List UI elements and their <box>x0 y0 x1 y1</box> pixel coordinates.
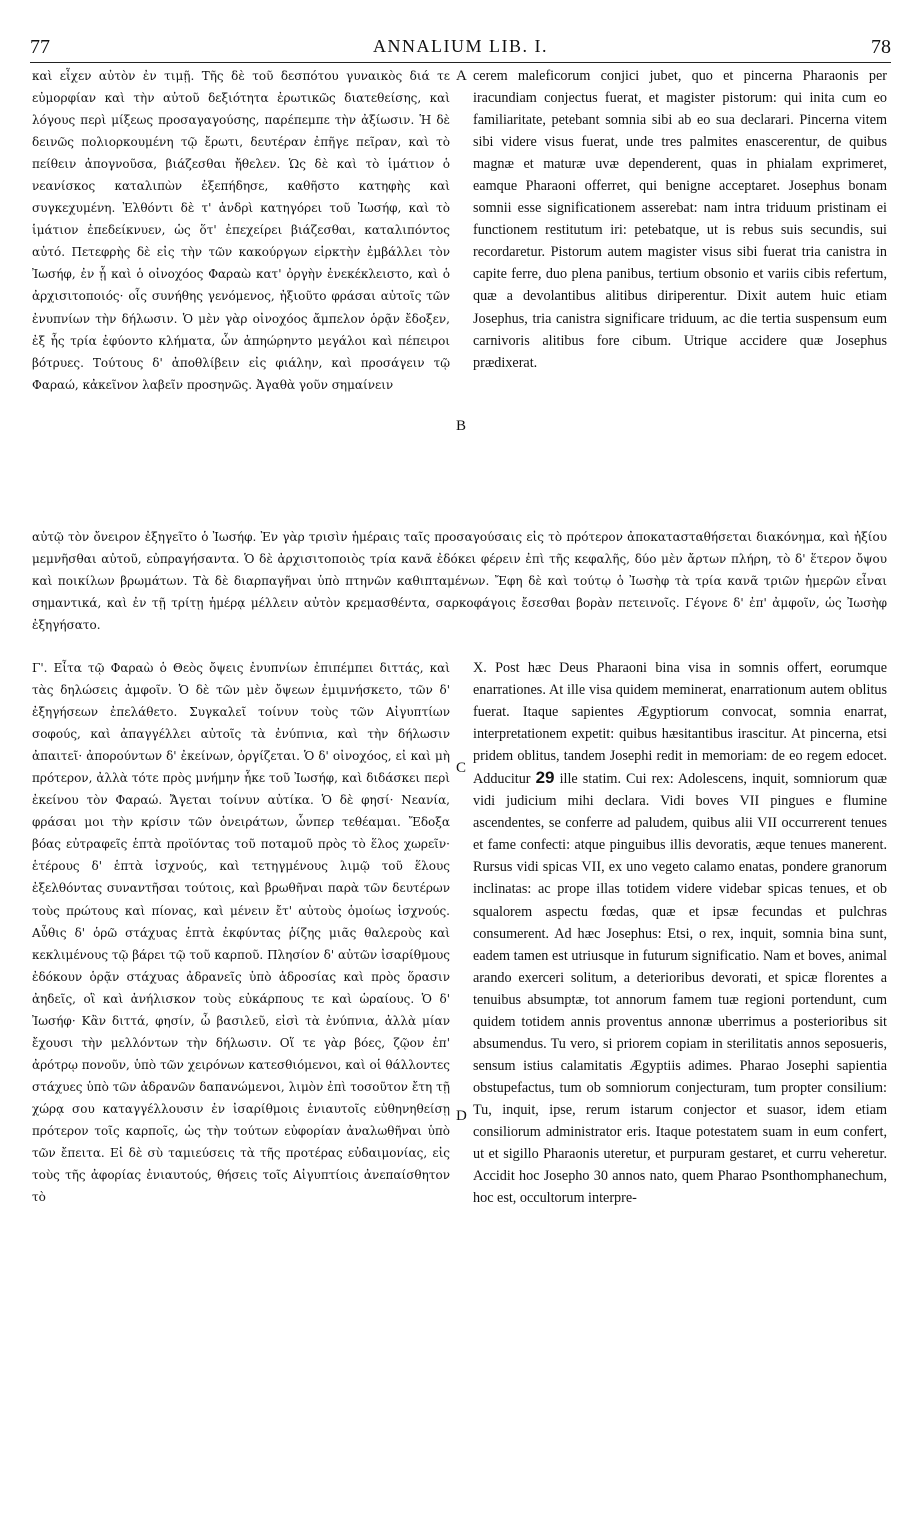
greek-column-top: καὶ εἶχεν αὐτὸν ἐν τιμῇ. Τῆς δὲ τοῦ δεσπότου γυναικὸς διά τε εὐμορφίαν καὶ τὴν αὐτοῦ δεξιότητα ἐρωτικῶς διατεθείσης, καὶ λόγους περὶ μίξεως προσαγαγούσης, παρέπεμπε τὴν ἀξίωσιν. Ἡ δὲ δεινῶς πολιορκουμένη τῷ ἔρωτι, δευτέραν ἐπῆγε πεῖραν, καὶ τὸ πείθειν ἀπογνοῦσα, βιάζεσθαι ἤθελεν. Ὡς δὲ καὶ τὸ ἱμάτιον ὁ νεανίσκος καταλιπὼν ἐξεπήδησε, καθῆστο κατηφὴς καὶ συγκεχυμένη. Ἐλθόντι δὲ τ' ἀνδρὶ κατηγόρει τοῦ Ἰωσήφ, καὶ τὸ ἱμάτιον ἐπεδείκνυεν, ὡς ὅτ' ἐπεχείρει βιάζεσθαι, καταλιπόντος αὐτό. Πετεφρὴς δὲ εἰς τὴν τῶν κακούργων εἱρκτὴν ἐμβάλλει τὸν Ἰωσήφ, ἐν ᾗ καὶ ὁ οἰνοχόος Φαραὼ κατ' ὀργὴν ἐνεκέκλειστο, καὶ ὁ ἀρχισιτοποιός· οἷς συνήθης γενόμενος, ἠξιοῦτο φράσαι αὐτοῖς τῶν ἐνυπνίων τὴν δήλωσιν. Ὁ μὲν γὰρ οἰνοχόος ἄμπελον ὁρᾷν ἔδοξεν, ἐξ ἧς τρία ἐφύοντο κλήματα, ὧν ἀπηώρηντο μεγάλοι καὶ πέπειροι βότρυες. Τούτους δ' ἀποθλίβειν εἰς φιάλην, καὶ προσάγειν τῷ Φαραώ, κἀκεῖνον λαβεῖν προσηνῶς. Ἀγαθὰ γοῦν σημαίνειν <box>32 69 450 392</box>
latin-column-top: cerem maleficorum conjici jubet, quo et pincerna Pharaonis per iracundiam conjectus fuerat, et magister pistorum: qui inita cum eo familiaritate, petebant somnia sibi ab eo sua declarari. Pincerna vitem sibi videre visus fuerat, unde tres palmites enascerentur, de quibus magnæ et maturæ uvæ dependerent, quas in phialam exprimeret, eamque Pharaoni offerret, qui benigne acceptaret. Josephus bonam somnii esse significationem asserebat: nam intra triduum pristinam ei functionem restitutum iri: petebatque, ut is rebus suis secundis, sui recordaretur. Pistorum autem magister visus sibi fuerat tria canistra in capite ferre, duo plena panibus, tertium obsonio et variis cibis refertum, quæ a devolantibus alitibus diriperentur. Dixit autem huic etiam Josephus, tria canistra significare triduum, ac die tertia suspensum eum carnivoris alitibus fore cibum. Utrique accidere quæ Josephus prædixerat. <box>473 68 887 371</box>
latin-column-bottom <box>473 657 887 1209</box>
greek-spanning-text: αὐτῷ τὸν ὄνειρον ἐξηγεῖτο ὁ Ἰωσήφ. Ἐν γὰρ τρισὶν ἡμέραις ταῖς προσαγούσαις εἰς τὸ πρότερον ἀποκατασταθήσεται διακόνημα, καὶ ἠξίου μεμνῆσθαι αὐτοῦ, εὐπραγήσαντα. Ὁ δὲ ἀρχισιτοποιὸς τρία κανᾶ ἐδόκει φέρειν ἐπὶ τῆς κεφαλῆς, δύο μὲν ἄρτων πλήρη, τὸ δ' ἕτερον ὄψου καὶ ποικίλων βρωμάτων. Τὰ δὲ διαρπαγῆναι ὑπὸ πτηνῶν καθιπταμένων. Ἔφη δὲ καὶ τούτῳ ὁ Ἰωσὴφ τὰ τρία κανᾶ τριῶν ἡμερῶν εἶναι σημαντικά, καὶ ἐν τῇ τρίτῃ ἡμέρᾳ μέλλειν αὐτὸν κρεμασθέντα, σαρκοφάγοις ἔσεσθαι βορὰν πετεινοῖς. Γέγονε δ' ἐπ' ἀμφοῖν, ὡς Ἰωσὴφ ἐξηγήσατο. <box>32 530 887 633</box>
margin-letter-c: C <box>456 760 467 776</box>
margin-letter-b: B <box>456 418 467 434</box>
margin-letter-a: A <box>456 68 467 84</box>
margin-letter-d: D <box>456 1108 467 1124</box>
running-title: ANNALIUM LIB. I. <box>373 36 548 56</box>
greek-column-bottom: Γ'. Εἶτα τῷ Φαραὼ ὁ Θεὸς ὄψεις ἐνυπνίων ἐπιπέμπει διττάς, καὶ τὰς δηλώσεις ἀμφοῖν. Ὁ δὲ τῶν μὲν ὄψεων ἐμιμνήσκετο, τῶν δ' ἐξηγήσεων ἐπελάθετο. Συγκαλεῖ τοίνυν τοὺς τῶν Αἰγυπτίων σοφούς, καὶ ἀπαγγέλλει αὐτοῖς τὰ ἐνύπνια, καὶ τὴν δήλωσιν ἀπαιτεῖ· ἀπορούντων δ' ἐκείνων, ὀργίζεται. Ὁ δ' οἰνοχόος, εἰ καὶ μὴ πρότερον, ἀλλὰ τότε πρὸς μνήμην ἧκε τοῦ Ἰωσήφ, καὶ διδάσκει περὶ ἐκείνου τὸν Φαραώ. Ἄγεται τοίνυν αὐτίκα. Ὁ δὲ φησί· Νεανία, φράσαι μοι τὴν κρίσιν τῶν ὀνειράτων, ὧνπερ τεθέαμαι. Ἔδοξα βόας εὐτραφεῖς ἑπτὰ προϊόντας τοῦ ποταμοῦ πρὸς τὸ ἕλος χωρεῖν· ἑτέρους δ' ἑπτὰ ἰσχνούς, καὶ τετηγμένους λιμῷ τοῦ ἕλους ἐξελθόντας συναντῆσαι τούτοις, καὶ βρωθῆναι παρὰ τῶν δευτέρων τοὺς πρώτους καὶ πίονας, καὶ μένειν ἔτ' αὐτοὺς ὁμοίως ἰσχνούς. Αὖθις δ' ὁρῶ στάχυας ἑπτὰ ἐκφύντας ῥίζης μιᾶς θαλεροὺς καὶ κεκλιμένους τῷ βάρει τῷ τοῦ καρποῦ. Πλησίον δ' αὐτῶν ἰσαρίθμους ἐδόκουν ὁρᾷν στάχυας ἀδρανεῖς ὑπὸ ἀδροσίας καὶ πρὸς ὅρασιν ἀηδεῖς, οἳ καὶ ἀνήλισκον τοὺς εὐκάρπους τε καὶ ὡραίους. Ὁ δ' Ἰωσήφ· Κἂν διττά, φησίν, ὦ βασιλεῦ, εἰσὶ τὰ ἐνύπνια, ἀλλὰ μίαν ἔχουσι τὴν μελλόντων τὴν δήλωσιν. Οἵ τε γὰρ βόες, ζῷον ἐπ' ἀρότρῳ πονοῦν, ὑπὸ τῶν χειρόνων κατεσθιόμενοι, καὶ οἱ θάλλοντες στάχυες ὑπὸ τῶν ἀδρανῶν δαπανώμενοι, λιμὸν ἐπὶ τοσοῦτον ἔτη τῇ χώρᾳ σου καταγγέλλουσιν ἐν ἰσαρίθμοις ἐνιαυτοῖς εὐθηνηθείσῃ πρότερον τοῖς καρποῖς, ὡς τὴν τούτων εὐφορίαν ἀναλωθῆναι ὑπὸ τῶν ἔπειτα. Εἰ δὲ σὺ ταμιεύσεις τὰ τῆς προτέρας εὐδαιμονίας, εἰς τοὺς τῆς ἀφορίας ἐνιαυτούς, θήσεις τοῖς Αἰγυπτίοις ἀνεπαίσθητον τὸ <box>32 661 450 1205</box>
marginal-number: 29 <box>535 768 555 788</box>
page-number-right: 78 <box>871 36 891 58</box>
running-head <box>30 36 891 63</box>
latin-bottom-tail: ille statim. Cui rex: Adolescens, inquit, somniorum quæ vidi judicium mihi declara. Vidi boves VII pingues e flumine ascendentes, se conferre ad paludem, quibus alii VII occurrerent tenues et fame confecti: atque pinguibus illis devoratis, æque tenues manerent. Rursus vidi spicas VII, ex uno vegeto calamo enatas, pondere granorum inclinatas: ac prope illas totidem videre videbar spicas tenues, et ob squalorem aspectu fœdas, quæ et ipsæ fecundas et pulchras consumerent. Ad hæc Josephus: Etsi, o rex, inquit, somnia bina sunt, eadem tamen est utriusque in futurum significatio. Nam et boves, animal arando exerceri solitum, a deterioribus devorati, et spicæ florentes a tenuibus absumptæ, tot annorum famem tuæ regioni portendunt, cum quidem totidem annis proventus annonæ uberrimus a posterioribus sit absumendus. Tu vero, si priorem copiam in sterilitatis annos seposueris, sensum istius calamitatis Ægyptiis adimes. Pharao Josephi sapientia obstupefactus, tum ob somniorum conjecturam, tum propter consilium: Tu, inquit, ipse, rerum istarum conjector et suasor, idem etiam consiliorum administrator eris. Itaque potestatem suam in eum confert, ut et sigillo Pharaonis uteretur, et purpuram gestaret, et curru veheretur. Accidit hoc Josepho 30 annos nato, quem Pharao Psonthomphanechum, hoc est, occultorum interpre- <box>473 771 887 1207</box>
page-number-left: 77 <box>30 36 50 58</box>
latin-bottom-head: X. Post hæc Deus Pharaoni bina visa in somnis offert, eorumque enarrationes. At ille visa quidem meminerat, enarrationum autem oblitus fuerat. Itaque sapientes Ægyptiorum convocat, somnia enarrat, interpretationem expetit: quibus hæsitantibus irascitur. At pincerna, etsi pridem oblitus, tandem Josephi redit in memoriam: de eo regem edocet. Adducitur <box>473 660 887 788</box>
